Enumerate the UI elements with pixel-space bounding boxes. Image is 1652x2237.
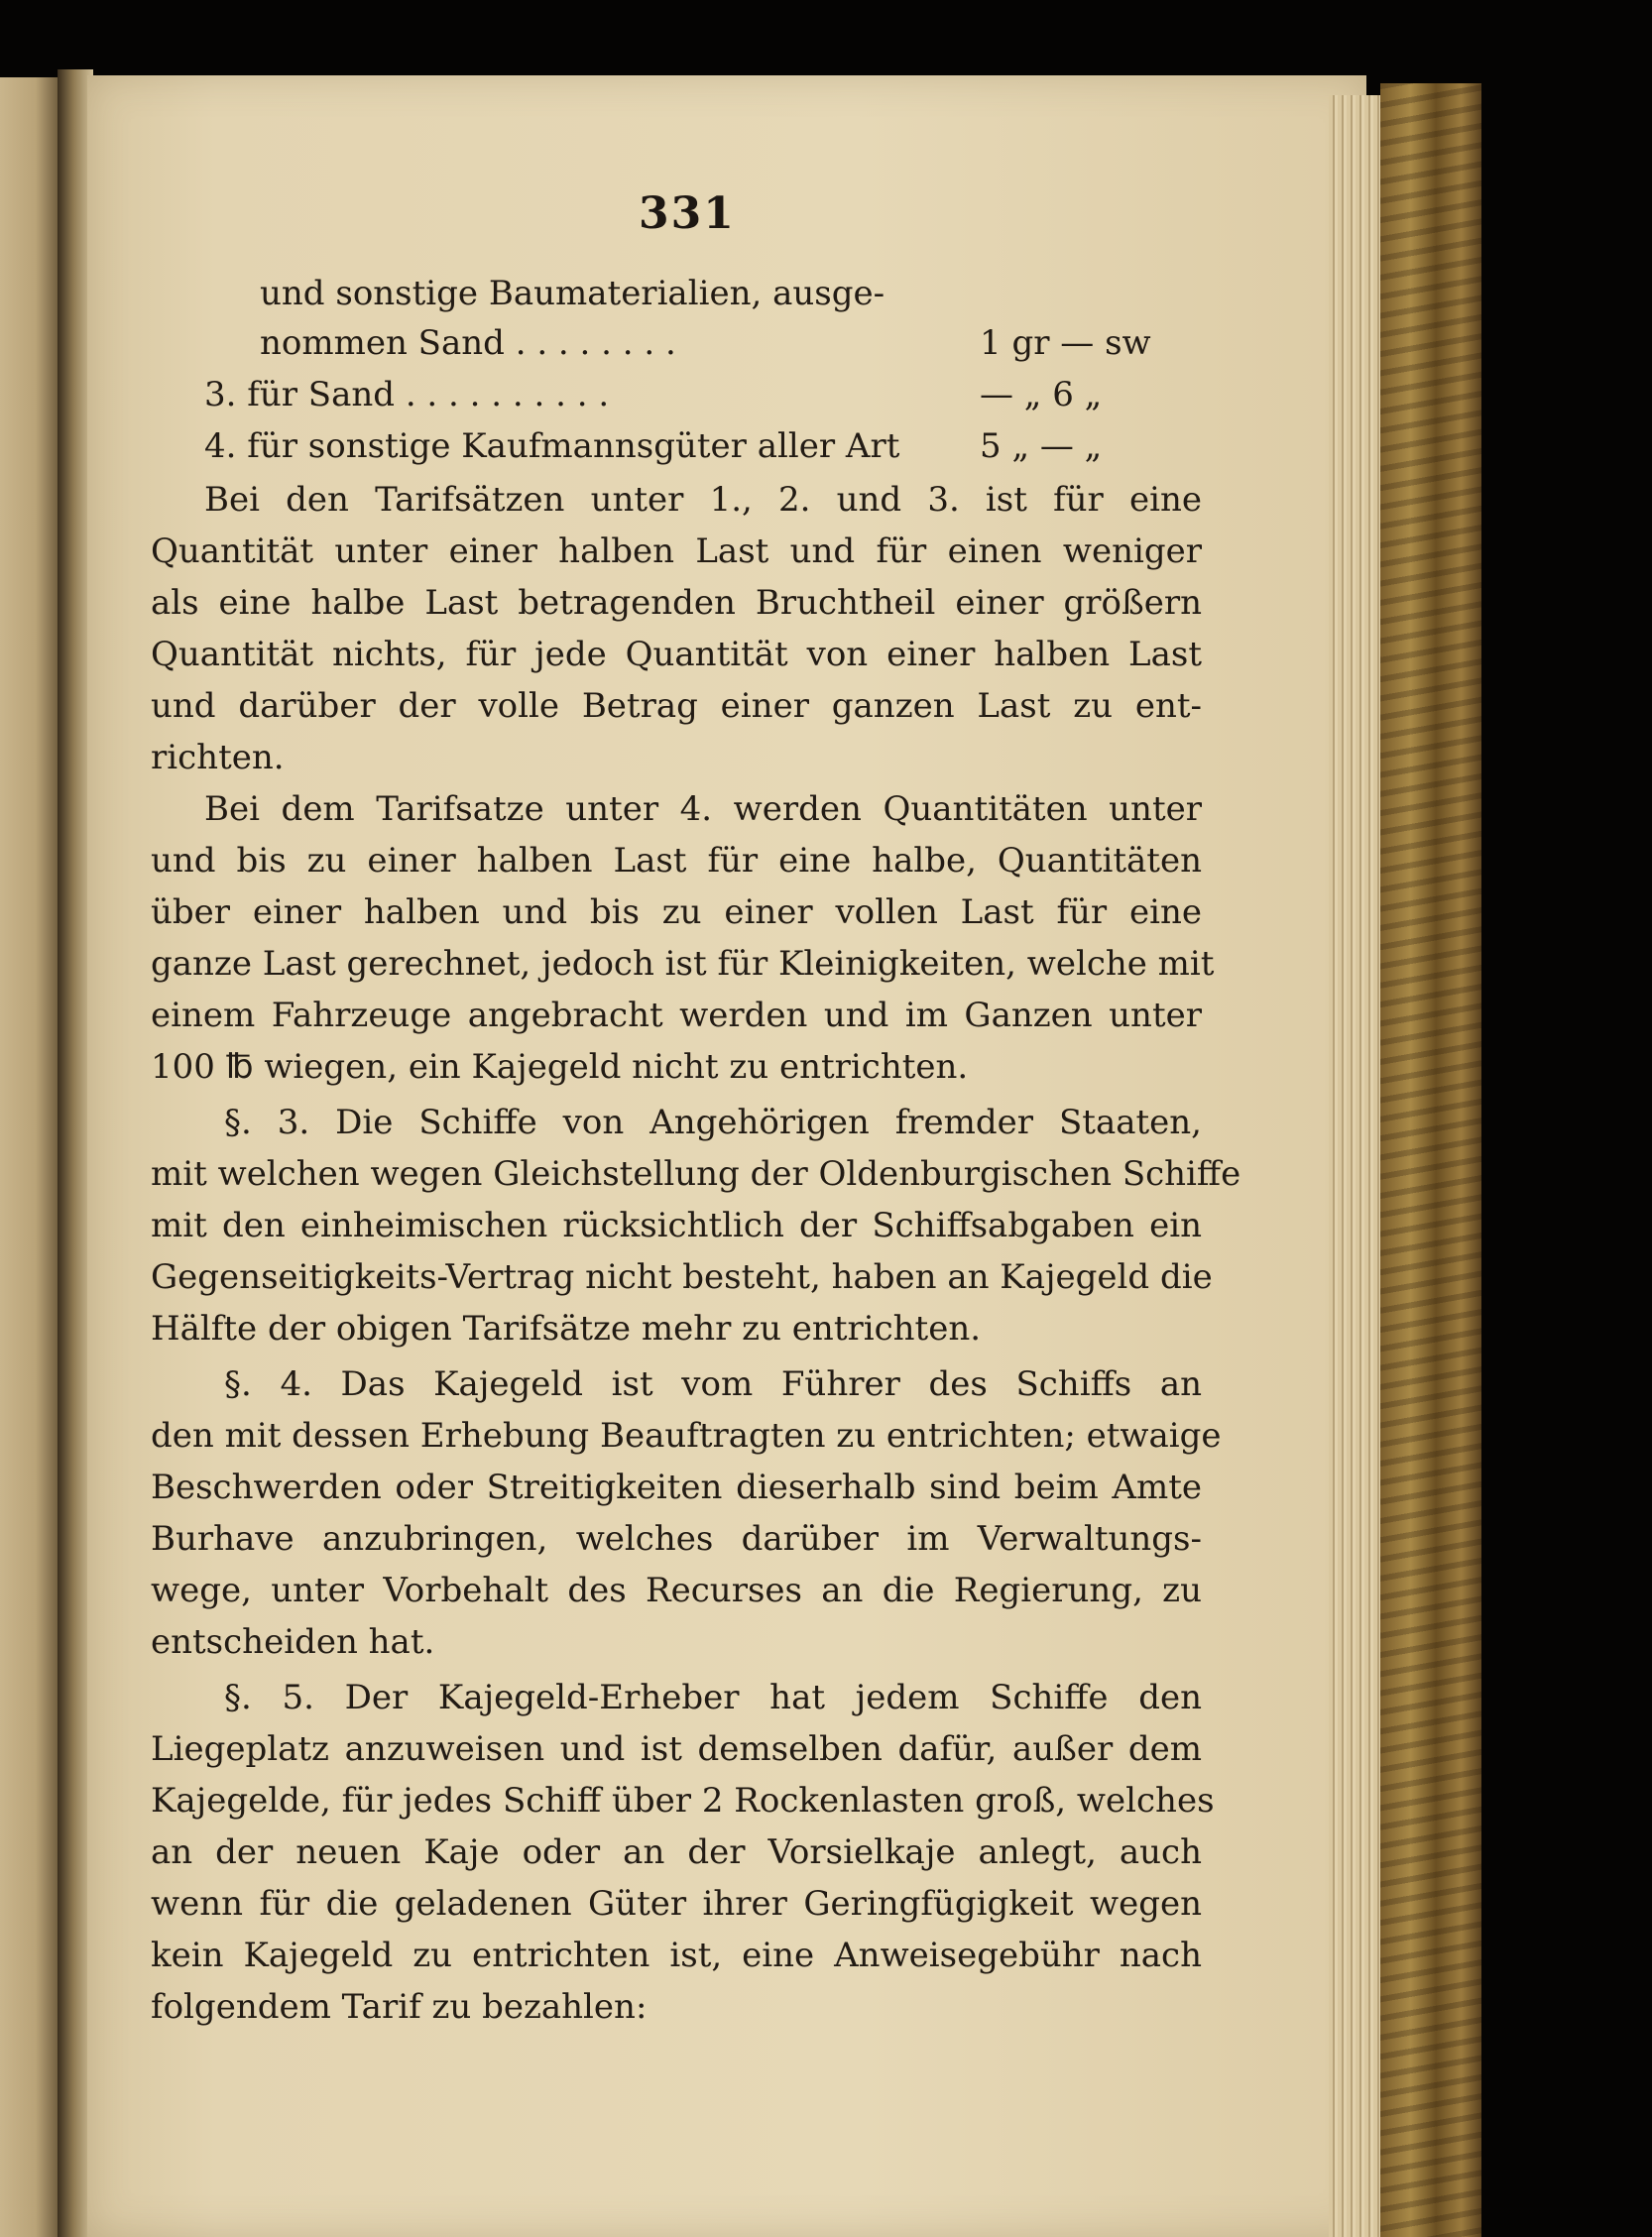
tariff-line: nommen Sand . . . . . . . .: [260, 323, 676, 363]
text-line: richten.: [151, 738, 285, 777]
text-line: Beschwerden oder Streitigkeiten dieserhalb sind beim Amte: [151, 1468, 1202, 1507]
text-line: 100 ℔ wiegen, ein Kajegeld nicht zu entrichten.: [151, 1047, 969, 1087]
text-line: den mit dessen Erhebung Beauftragten zu entrichten; etwaige: [151, 1416, 1222, 1456]
text-line: §. 3. Die Schiffe von Angehörigen fremder Staaten,: [224, 1103, 1202, 1142]
text-line: §. 5. Der Kajegeld-Erheber hat jedem Schiffe den: [224, 1678, 1202, 1717]
text-line: wenn für die geladenen Güter ihrer Geringfügigkeit wegen: [151, 1884, 1202, 1924]
text-line: mit den einheimischen rücksichtlich der Schiffsabgaben ein: [151, 1206, 1202, 1245]
text-line: über einer halben und bis zu einer vollen Last für eine: [151, 892, 1202, 932]
text-line: und darüber der volle Betrag einer ganzen Last zu ent-: [151, 686, 1202, 726]
text-line: und bis zu einer halben Last für eine halbe, Quantitäten: [151, 841, 1202, 881]
text-line: Quantität nichts, für jede Quantität von einer halben Last: [151, 635, 1202, 674]
tariff-value: — „ 6 „: [980, 375, 1103, 414]
text-line: einem Fahrzeuge angebracht werden und im Ganzen unter: [151, 996, 1202, 1035]
text-line: Quantität unter einer halben Last und für einen weniger: [151, 531, 1202, 571]
text-line: ganze Last gerechnet, jedoch ist für Kleinigkeiten, welche mit: [151, 944, 1215, 984]
text-line: Bei dem Tarifsatze unter 4. werden Quantitäten unter: [204, 789, 1202, 829]
text-line: Burhave anzubringen, welches darüber im Verwaltungs-: [151, 1519, 1202, 1559]
text-line: Hälfte der obigen Tarifsätze mehr zu entrichten.: [151, 1309, 982, 1349]
text-line: kein Kajegeld zu entrichten ist, eine Anweisegebühr nach: [151, 1936, 1202, 1975]
tariff-line: 3. für Sand . . . . . . . . . .: [204, 375, 610, 414]
text-line: Gegenseitigkeits-Vertrag nicht besteht, haben an Kajegeld die: [151, 1257, 1213, 1297]
text-line: folgendem Tarif zu bezahlen:: [151, 1987, 648, 2027]
text-line: an der neuen Kaje oder an der Vorsielkaje anlegt, auch: [151, 1832, 1202, 1872]
text-line: wege, unter Vorbehalt des Recurses an die Regierung, zu: [151, 1571, 1202, 1610]
tariff-line: 4. für sonstige Kaufmannsgüter aller Art: [204, 426, 900, 466]
text-line: entscheiden hat.: [151, 1622, 435, 1662]
text-line: Liegeplatz anzuweisen und ist demselben dafür, außer dem: [151, 1729, 1202, 1769]
text-line: als eine halbe Last betragenden Bruchtheil einer größern: [151, 583, 1202, 623]
text-line: Bei den Tarifsätzen unter 1., 2. und 3. ist für eine: [204, 480, 1202, 520]
tariff-line: und sonstige Baumaterialien, ausge-: [260, 274, 885, 313]
text-line: Kajegelde, für jedes Schiff über 2 Rockenlasten groß, welches: [151, 1781, 1215, 1821]
text-line: §. 4. Das Kajegeld ist vom Führer des Schiffs an: [224, 1364, 1202, 1404]
tariff-value: 5 „ — „: [980, 426, 1103, 466]
page-number: 331: [639, 188, 736, 239]
text-line: mit welchen wegen Gleichstellung der Oldenburgischen Schiffe: [151, 1154, 1241, 1194]
tariff-value: 1 gr — sw: [980, 323, 1151, 363]
